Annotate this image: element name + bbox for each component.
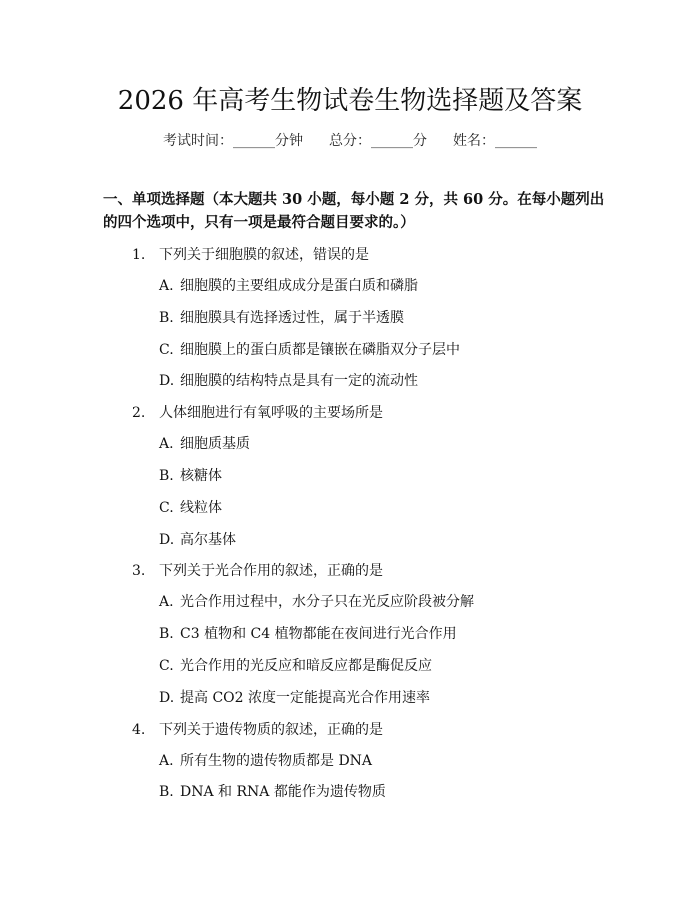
option-letter: D. (159, 689, 175, 706)
exam-time-field: 考试时间：______分钟 (163, 133, 303, 149)
question-number: 4. (132, 721, 146, 738)
question-3-option-a (0, 587, 700, 619)
total-score-field: 总分：______分 (329, 133, 427, 149)
option-text: 高尔基体 (180, 531, 236, 548)
question-list (0, 240, 700, 809)
student-name-field: 姓名：______ (453, 133, 537, 149)
option-letter: D. (159, 373, 175, 390)
option-text: C3 植物和 C4 植物都能在夜间进行光合作用 (180, 626, 457, 643)
question-1-option-a (0, 271, 700, 303)
option-text: 细胞质基质 (180, 436, 250, 453)
question-3 (0, 556, 700, 587)
question-1-option-d (0, 366, 700, 398)
question-4 (0, 715, 700, 746)
exam-info-line (0, 131, 700, 151)
question-2 (0, 398, 700, 429)
question-2-option-c (0, 493, 700, 525)
option-letter: C. (159, 341, 174, 358)
question-2-option-b (0, 461, 700, 493)
option-text: DNA 和 RNA 都能作为遗传物质 (180, 784, 386, 801)
option-text: 所有生物的遗传物质都是 DNA (180, 752, 373, 769)
question-text: 人体细胞进行有氧呼吸的主要场所是 (159, 405, 383, 422)
question-3-option-b (0, 619, 700, 651)
option-text: 线粒体 (180, 499, 222, 516)
question-2-option-a (0, 429, 700, 461)
option-letter: B. (159, 309, 174, 326)
question-number: 3. (132, 563, 146, 580)
question-number: 1. (132, 247, 146, 263)
option-letter: A. (159, 436, 174, 453)
option-text: 细胞膜的结构特点是具有一定的流动性 (180, 373, 418, 390)
option-text: 细胞膜具有选择透过性，属于半透膜 (180, 309, 404, 326)
question-number: 2. (132, 405, 146, 422)
option-text: 细胞膜上的蛋白质都是镶嵌在磷脂双分子层中 (180, 341, 460, 358)
question-4-option-b (0, 777, 700, 809)
section-heading: 一、单项选择题（本大题共 30 小题，每小题 2 分，共 60 分。在每小题列出的四个选项中，只有一项是最符合题目要求的。） (103, 191, 605, 231)
question-1 (0, 240, 700, 271)
option-letter: B. (159, 467, 174, 484)
question-1-option-c (0, 335, 700, 367)
option-letter: C. (159, 499, 174, 516)
option-letter: D. (159, 531, 175, 548)
option-text: 核糖体 (180, 467, 222, 484)
option-letter: A. (159, 278, 174, 294)
option-text: 细胞膜的主要组成成分是蛋白质和磷脂 (180, 278, 418, 294)
question-text: 下列关于遗传物质的叙述，正确的是 (159, 721, 383, 738)
option-letter: A. (159, 752, 174, 769)
option-text: 光合作用的光反应和暗反应都是酶促反应 (180, 657, 432, 674)
question-text: 下列关于光合作用的叙述，正确的是 (159, 563, 383, 580)
page-title: 2026 年高考生物试卷生物选择题及答案 (117, 86, 583, 116)
question-3-option-c (0, 651, 700, 683)
option-text: 提高 CO2 浓度一定能提高光合作用速率 (180, 689, 430, 706)
question-1-option-b (0, 303, 700, 335)
question-4-option-a (0, 746, 700, 778)
option-letter: C. (159, 657, 174, 674)
question-3-option-d (0, 683, 700, 715)
question-2-option-d (0, 525, 700, 557)
option-letter: A. (159, 594, 174, 611)
option-text: 光合作用过程中，水分子只在光反应阶段被分解 (180, 594, 474, 611)
question-text: 下列关于细胞膜的叙述，错误的是 (159, 247, 369, 263)
option-letter: B. (159, 784, 174, 801)
option-letter: B. (159, 626, 174, 643)
